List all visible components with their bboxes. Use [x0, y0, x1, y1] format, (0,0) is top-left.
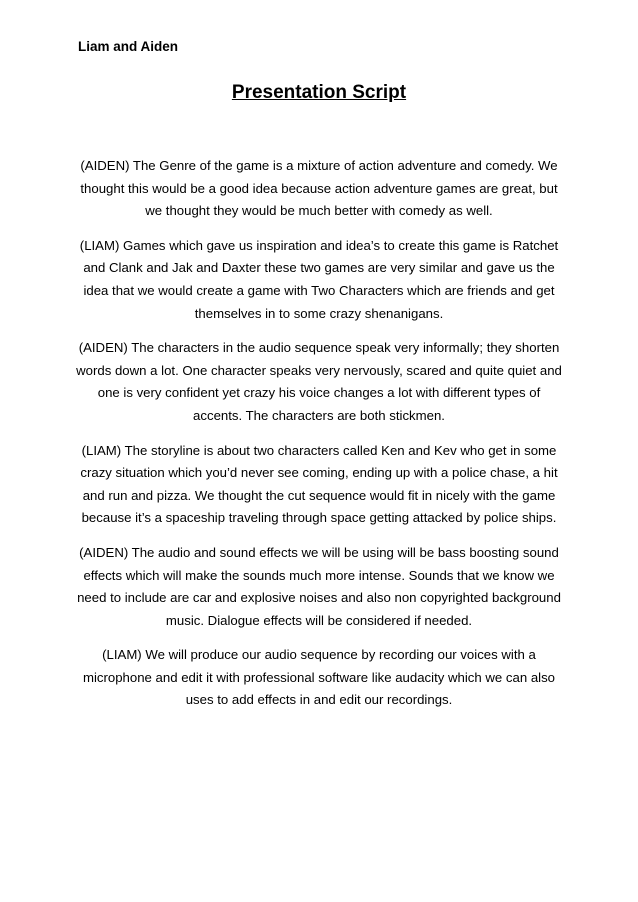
paragraph-aiden-genre: (AIDEN) The Genre of the game is a mixture of action adventure and comedy. We thought this would be a good idea because action adventure games are great, but we thought they would be much better with comedy as well. [80, 158, 558, 219]
document-authors: Liam and Aiden [78, 39, 179, 54]
document-title: Presentation Script [231, 82, 407, 103]
paragraph-liam-inspiration: (LIAM) Games which gave us inspiration and idea’s to create this game is Ratchet and Clank and Jak and Daxter these two games are very similar and gave us the idea that we would create a game with Two Characters which are friends and get themselves in to some crazy shenanigans. [79, 237, 559, 321]
paragraph-aiden-audio: (AIDEN) The audio and sound effects we will be using will be bass boosting sound effects which will make the sounds much more intense. Sounds that we know we need to include are car and explosive noises and also non copyrighted background music. Dialogue effects will be considered if needed. [77, 544, 561, 628]
paragraph-aiden-characters: (AIDEN) The characters in the audio sequence speak very informally; they shorten words down a lot. One character speaks very nervously, scared and quite quiet and one is very confident yet crazy his voice changes a lot with different types of accents. The characters are both stickmen. [76, 340, 562, 423]
document-body [72, 155, 566, 724]
paragraph-liam-production: (LIAM) We will produce our audio sequence by recording our voices with a microphone and edit it with professional software like audacity which we can also uses to add effects in and edit our recordings. [82, 647, 556, 708]
paragraph-liam-storyline: (LIAM) The storyline is about two characters called Ken and Kev who get in some crazy situation which you’d never see coming, ending up with a police chase, a hit and run and pizza. We thought the cut sequence would fit in nicely with the game because it’s a spaceship traveling through space getting attacked by police ships. [80, 442, 558, 526]
